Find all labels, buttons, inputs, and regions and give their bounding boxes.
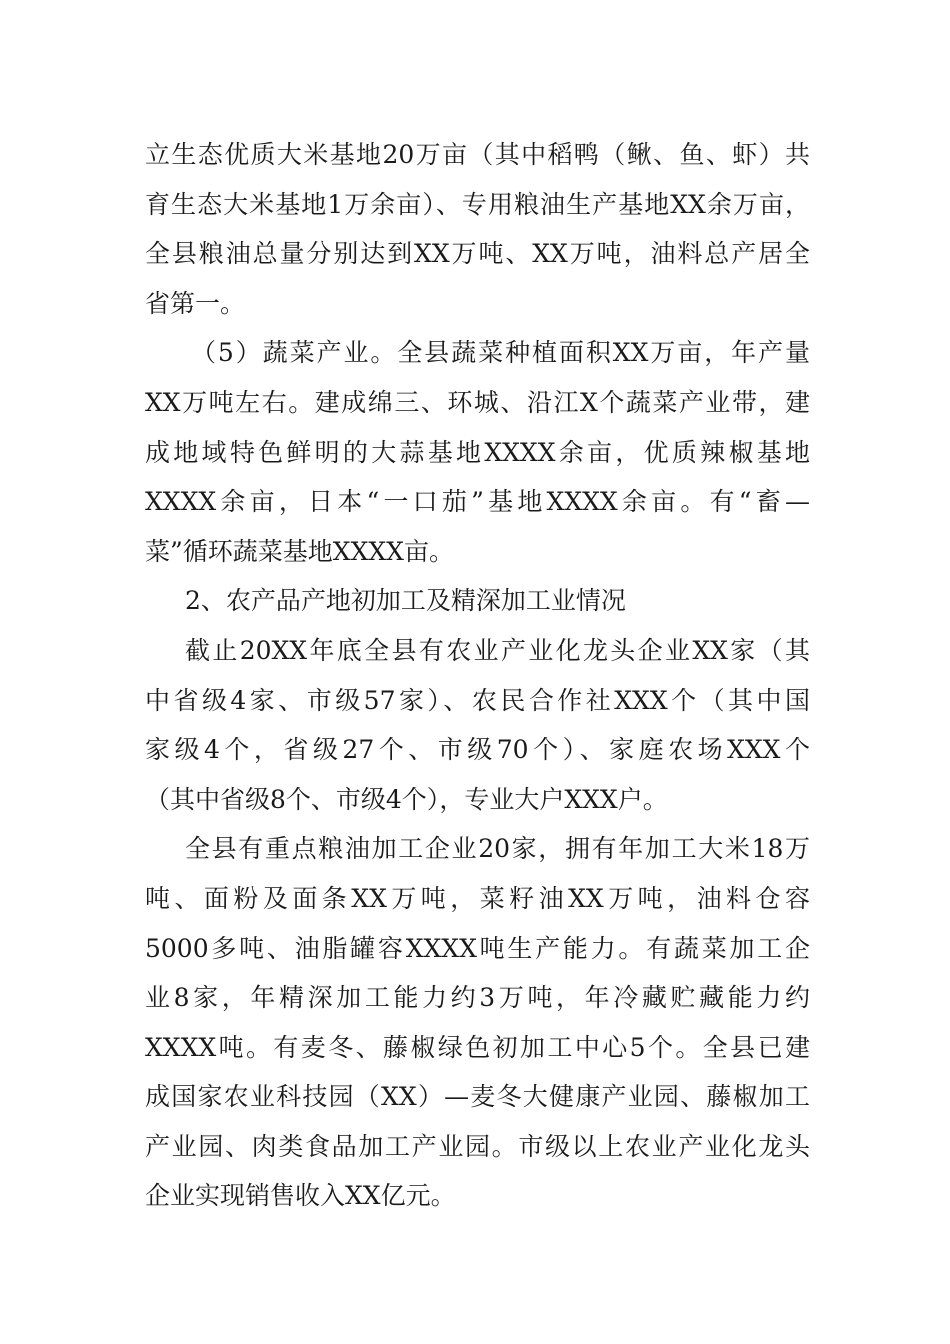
text-line: 吨、面粉及面条XX万吨，菜籽油XX万吨，油料仓容 bbox=[145, 883, 810, 913]
text-line: 企业实现销售收入XX亿元。 bbox=[145, 1181, 456, 1211]
text-line: 截止20XX年底全县有农业产业化龙头企业XX家（其 bbox=[185, 635, 810, 665]
text-line: 业8家，年精深加工能力约3万吨，年冷藏贮藏能力约 bbox=[145, 983, 810, 1013]
text-line: 产业园、肉类食品加工产业园。市级以上农业产业化龙头 bbox=[145, 1131, 810, 1161]
text-line: （其中省级8个、市级4个），专业大户XXX户。 bbox=[145, 784, 668, 814]
text-line: 立生态优质大米基地20万亩（其中稻鸭（鳅、鱼、虾）共 bbox=[145, 140, 810, 169]
paragraph-grain-oil bbox=[145, 130, 810, 328]
text-line: 省第一。 bbox=[145, 288, 246, 318]
text-line: XX万吨左右。建成绵三、环城、沿江X个蔬菜产业带，建 bbox=[145, 387, 810, 417]
text-line: 家级4个，省级27个、市级70个）、家庭农场XXX个 bbox=[145, 735, 810, 765]
text-line: 全县有重点粮油加工企业20家，拥有年加工大米18万 bbox=[185, 834, 810, 864]
text-line: XXXX余亩，日本“一口茄”基地XXXX余亩。有“畜— bbox=[145, 487, 810, 517]
text-line: 菜”循环蔬菜基地XXXX亩。 bbox=[145, 536, 454, 566]
text-line: 中省级4家、市级57家）、农民合作社XXX个（其中国 bbox=[145, 685, 810, 715]
text-line: （5）蔬菜产业。全县蔬菜种植面积XX万亩，年产量 bbox=[191, 338, 810, 368]
text-line: 育生态大米基地1万余亩）、专用粮油生产基地XX余万亩， bbox=[145, 189, 810, 219]
paragraph-enterprises bbox=[145, 626, 810, 824]
text-line: XXXX吨。有麦冬、藤椒绿色初加工中心5个。全县已建 bbox=[145, 1032, 810, 1062]
text-line: 成地域特色鲜明的大蒜基地XXXX余亩，优质辣椒基地 bbox=[145, 437, 810, 467]
document-body bbox=[145, 130, 810, 1221]
paragraph-processing-capacity bbox=[145, 824, 810, 1221]
text-line: 成国家农业科技园（XX）—麦冬大健康产业园、藤椒加工 bbox=[145, 1082, 810, 1112]
text-line: 全县粮油总量分别达到XX万吨、XX万吨，油料总产居全 bbox=[145, 239, 810, 269]
text-line: 5000多吨、油脂罐容XXXX吨生产能力。有蔬菜加工企 bbox=[145, 933, 810, 963]
section-heading bbox=[145, 576, 810, 626]
paragraph-vegetable-industry bbox=[145, 328, 810, 576]
heading-text: 2、农产品产地初加工及精深加工业情况 bbox=[185, 586, 626, 616]
